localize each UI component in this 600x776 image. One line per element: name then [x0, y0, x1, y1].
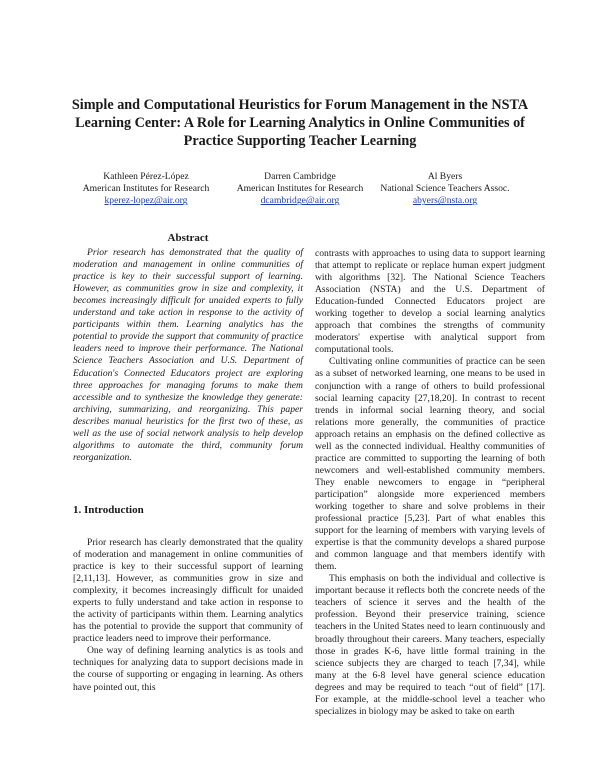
author-block	[355, 171, 535, 208]
section-heading-introduction: 1. Introduction	[73, 503, 144, 516]
author-affiliation: American Institutes for Research	[236, 183, 364, 195]
abstract-heading: Abstract	[167, 232, 209, 244]
abstract-text: Prior research has demonstrated that the quality of moderation and management in online communities of practice is key to their successful support of learning. However, as communities grow in size and complexity, it becomes increasingly difficult for unaided experts to fully understand and take action in response to the activity of participants within them. Learning analytics has the potential to provide the support that community of practice leaders need to improve their performance. The National Science Teachers Association and U.S. Department of Education's Connected Educators project are exploring three approaches for managing forums to make them accessible and to synthesize the knowledge they generate: archiving, summarizing, and reorganizing. This paper describes manual heuristics for the first two of these, as well as the use of social network analysis to help develop algorithms to automate the third, community forum reorganization.	[73, 247, 303, 463]
body-paragraph: Cultivating online communities of practice can be seen as a subset of networked learning, one means to be used in conjunction with a range of others to build professional social learning capacity [27,18,20]. In contrast to recent trends in informal social learning theory, and social relations more generally, the communities of practice approach retains an emphasis on the defined collective as well as the connected individual. Healthy communities of practice are committed to supporting the learning of both newcomers and well-established community members. They enable newcomers to engage in “peripheral participation” alongside more experienced members working together to share and solve problems in their professional practice [5,23]. Part of what enables this support for the learning of members with varying levels of expertise is that the community develops a shared purpose and common language and that members identify with them.	[315, 356, 545, 573]
author-affiliation: American Institutes for Research	[82, 183, 210, 195]
author-email-link[interactable]: abyers@nsta.org	[412, 195, 478, 207]
author-name: Al Byers	[427, 171, 463, 182]
author-email-link[interactable]: dcambridge@air.org	[260, 195, 340, 207]
body-paragraph: This emphasis on both the individual and collective is important because it reflects both the concrete needs of the teachers of science it serves and the health of the profession. Beyond their preservice training, science teachers in the United States need to learn continuously and broadly throughout their careers. Many teachers, especially those in grades K-6, have little formal training in the science subjects they are charged to teach [7,34], while many at the 6-8 level have general science education degrees and may be required to teach “out of field” [17]. For example, at the middle-school level a teacher who specializes in biology may be asked to take on earth	[315, 573, 545, 717]
author-email-link[interactable]: kperez-lopez@air.org	[104, 195, 188, 207]
right-column	[315, 248, 545, 718]
author-affiliation: National Science Teachers Assoc.	[380, 183, 510, 195]
author-name: Darren Cambridge	[264, 171, 336, 182]
paper-title: Simple and Computational Heuristics for Forum Management in the NSTA Learning Center: A Role for Learning Analytics in Online Communities of Practice Supporting Teacher Learning	[71, 97, 529, 149]
author-block	[56, 171, 236, 208]
left-column	[73, 232, 303, 694]
intro-paragraph: Prior research has clearly demonstrated that the quality of moderation and management in online communities of practice is key to their successful support of learning [2,11,13]. However, as communities grow in size and complexity, it becomes increasingly difficult for unaided experts to fully understand and take action in response to the activity of participants within them. Learning analytics has the potential to provide the support that community of practice leaders need to improve their performance.	[73, 536, 303, 645]
intro-paragraph: One way of defining learning analytics is as tools and techniques for analyzing data to support decisions made in the course of supporting or engaging in learning. As others have pointed out, this	[73, 645, 303, 693]
author-name: Kathleen Pérez-López	[103, 171, 189, 182]
body-paragraph: contrasts with approaches to using data to support learning that attempt to replicate or replace human expert judgment with algorithms [32]. The National Science Teachers Association (NSTA) and the U.S. Department of Education-funded Connected Educators project are working together to develop a social learning analytics approach that combines the strengths of community moderators' expertise with analytical support from computational tools.	[315, 248, 545, 356]
